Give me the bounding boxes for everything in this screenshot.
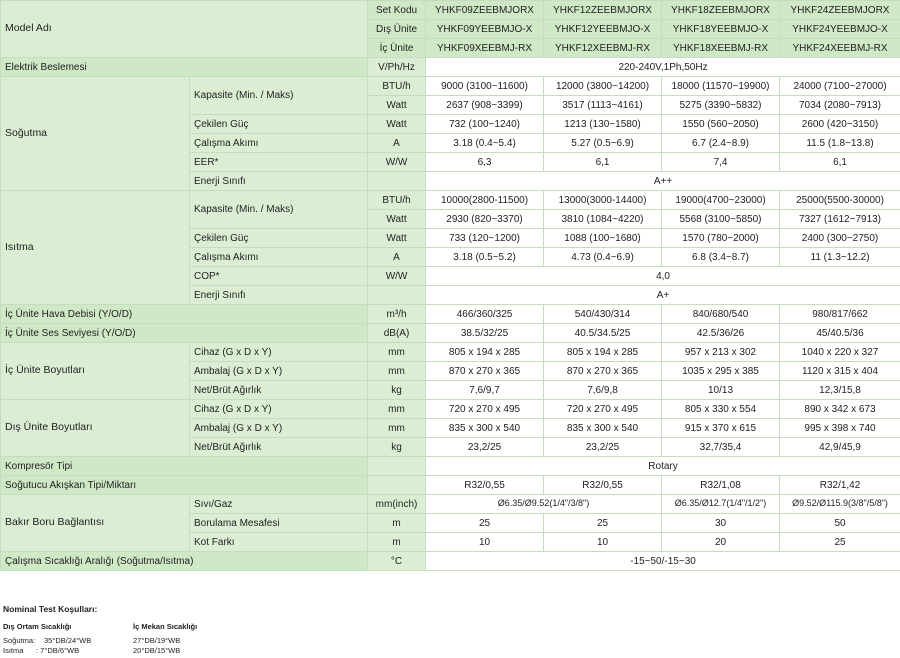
sub-label: Ambalaj (G x D x Y): [190, 362, 368, 381]
value-cell: 957 x 213 x 302: [662, 343, 780, 362]
unit-cell: mm: [368, 362, 426, 381]
unit-cell: m³/h: [368, 305, 426, 324]
value-cell: 1088 (100~1680): [544, 229, 662, 248]
value-cell: 12,3/15,8: [780, 381, 900, 400]
value-cell: 23,2/25: [544, 438, 662, 457]
set-code-cell: YHKF09ZEEBMJORX: [426, 1, 544, 20]
value-cell: 1035 x 295 x 385: [662, 362, 780, 381]
notes-indoor-head: İç Mekan Sıcaklığı: [133, 622, 198, 631]
value-cell: 2600 (420~3150): [780, 115, 900, 134]
sub-label: Kot Farkı: [190, 533, 368, 552]
outdoor-dims-row: [1, 400, 900, 419]
value-cell: 20: [662, 533, 780, 552]
unit-cell: BTU/h: [368, 191, 426, 210]
value-cell: R32/0,55: [544, 476, 662, 495]
value-cell: 18000 (11570~19900): [662, 77, 780, 96]
unit-cell: W/W: [368, 153, 426, 172]
value-cell: 10: [544, 533, 662, 552]
value-cell: 23,2/25: [426, 438, 544, 457]
value-cell: 980/817/662: [780, 305, 900, 324]
value-cell: 7,6/9,8: [544, 381, 662, 400]
unit-cell: [368, 476, 426, 495]
unit-cell: Watt: [368, 210, 426, 229]
notes-cool-label: Soğutma:: [3, 636, 36, 645]
value-cell: 10: [426, 533, 544, 552]
outdoor-unit-label: Dış Ünite: [368, 20, 426, 39]
sub-label: Cihaz (G x D x Y): [190, 400, 368, 419]
notes-heat-label: Isıtma: [3, 646, 24, 655]
noise-label: İç Ünite Ses Seviyesi (Y/O/D): [1, 324, 368, 343]
indoor-unit-cell: YHKF09XEEBMJ-RX: [426, 39, 544, 58]
power-unit: V/Ph/Hz: [368, 58, 426, 77]
value-cell: 6,1: [780, 153, 900, 172]
value-cell: 11.5 (1.8~13.8): [780, 134, 900, 153]
value-cell: 1040 x 220 x 327: [780, 343, 900, 362]
value-cell: 38.5/32/25: [426, 324, 544, 343]
value-cell: 10000(2800-11500): [426, 191, 544, 210]
cooling-label: Soğutma: [1, 77, 190, 191]
unit-cell: kg: [368, 381, 426, 400]
unit-cell: [368, 172, 426, 191]
value-cell: 870 x 270 x 365: [426, 362, 544, 381]
unit-cell: A: [368, 134, 426, 153]
refrigerant-label: Soğutucu Akışkan Tipi/Miktarı: [1, 476, 368, 495]
unit-cell: Watt: [368, 96, 426, 115]
value-cell: 720 x 270 x 495: [544, 400, 662, 419]
value-cell: 5568 (3100~5850): [662, 210, 780, 229]
value-cell: 720 x 270 x 495: [426, 400, 544, 419]
value-cell: 870 x 270 x 365: [544, 362, 662, 381]
indoor-unit-label: İç Ünite: [368, 39, 426, 58]
indoor-dims-label: İç Ünite Boyutları: [1, 343, 190, 400]
unit-cell: mm(inch): [368, 495, 426, 514]
value-cell: 1570 (780~2000): [662, 229, 780, 248]
sub-label: Borulama Mesafesi: [190, 514, 368, 533]
sub-label: Net/Brüt Ağırlık: [190, 438, 368, 457]
unit-cell: m: [368, 533, 426, 552]
value-cell: 835 x 300 x 540: [426, 419, 544, 438]
compressor-row: [1, 457, 900, 476]
piping-label: Bakır Boru Bağlantısı: [1, 495, 190, 552]
value-cell: 9000 (3100~11600): [426, 77, 544, 96]
value-cell: 540/430/314: [544, 305, 662, 324]
noise-row: [1, 324, 900, 343]
temp-range-label: Çalışma Sıcaklığı Aralığı (Soğutma/Isıtma): [1, 552, 368, 571]
unit-cell: m: [368, 514, 426, 533]
value-cell: 42,9/45,9: [780, 438, 900, 457]
value-cell: 805 x 330 x 554: [662, 400, 780, 419]
set-code-row: [1, 1, 900, 20]
heating-capacity-label: Kapasite (Min. / Maks): [190, 191, 368, 229]
value-cell: 835 x 300 x 540: [544, 419, 662, 438]
value-cell: 3.18 (0.4~5.4): [426, 134, 544, 153]
value-cell: 805 x 194 x 285: [426, 343, 544, 362]
set-code-label: Set Kodu: [368, 1, 426, 20]
value-cell: 42.5/36/26: [662, 324, 780, 343]
value-cell: 50: [780, 514, 900, 533]
sub-label: Cihaz (G x D x Y): [190, 343, 368, 362]
value-cell: 32,7/35,4: [662, 438, 780, 457]
value-cell: Ø6.35/Ø9.52(1/4"/3/8"): [426, 495, 662, 514]
set-code-cell: YHKF24ZEEBMJORX: [780, 1, 900, 20]
set-code-cell: YHKF12ZEEBMJORX: [544, 1, 662, 20]
value-cell: 25: [426, 514, 544, 533]
notes-heat-in: 20°DB/15°WB: [133, 646, 181, 655]
value-cell: 13000(3000-14400): [544, 191, 662, 210]
value-cell: 840/680/540: [662, 305, 780, 324]
airflow-label: İç Ünite Hava Debisi (Y/O/D): [1, 305, 368, 324]
value-cell: Ø6.35/Ø12.7(1/4"/1/2"): [662, 495, 780, 514]
energy-class-value: A++: [426, 172, 900, 191]
value-cell: 1120 x 315 x 404: [780, 362, 900, 381]
sub-label: Sıvı/Gaz: [190, 495, 368, 514]
value-cell: 25000(5500-30000): [780, 191, 900, 210]
value-cell: R32/1,42: [780, 476, 900, 495]
notes-outdoor-head: Dış Ortam Sıcaklığı: [3, 622, 72, 631]
value-cell: 3517 (1113~4161): [544, 96, 662, 115]
unit-cell: Watt: [368, 229, 426, 248]
value-cell: R32/1,08: [662, 476, 780, 495]
indoor-unit-cell: YHKF12XEEBMJ-RX: [544, 39, 662, 58]
outdoor-unit-cell: YHKF12YEEBMJO-X: [544, 20, 662, 39]
value-cell: 1550 (560~2050): [662, 115, 780, 134]
unit-cell: [368, 457, 426, 476]
value-cell: 6.7 (2.4~8.9): [662, 134, 780, 153]
unit-cell: mm: [368, 400, 426, 419]
power-label: Elektrik Beslemesi: [1, 58, 368, 77]
value-cell: 3810 (1084~4220): [544, 210, 662, 229]
value-cell: 915 x 370 x 615: [662, 419, 780, 438]
cooling-capacity-btu-row: [1, 77, 900, 96]
outdoor-dims-label: Dış Ünite Boyutları: [1, 400, 190, 457]
value-cell: 466/360/325: [426, 305, 544, 324]
value-cell: 6,1: [544, 153, 662, 172]
sub-label: Enerji Sınıfı: [190, 286, 368, 305]
sub-label: Çalışma Akımı: [190, 248, 368, 267]
value-cell: 24000 (7100~27000): [780, 77, 900, 96]
compressor-value: Rotary: [426, 457, 900, 476]
piping-liquid-row: [1, 495, 900, 514]
value-cell: 6.8 (3.4~8.7): [662, 248, 780, 267]
value-cell: 11 (1.3~12.2): [780, 248, 900, 267]
cooling-capacity-label: Kapasite (Min. / Maks): [190, 77, 368, 115]
notes-heat-out: : 7°DB/6°WB: [36, 646, 80, 655]
value-cell: 40.5/34.5/25: [544, 324, 662, 343]
value-cell: 732 (100~1240): [426, 115, 544, 134]
notes-title: Nominal Test Koşulları:: [3, 604, 98, 614]
cop-value: 4,0: [426, 267, 900, 286]
value-cell: 805 x 194 x 285: [544, 343, 662, 362]
heating-label: Isıtma: [1, 191, 190, 305]
refrigerant-row: [1, 476, 900, 495]
value-cell: 30: [662, 514, 780, 533]
indoor-unit-cell: YHKF24XEEBMJ-RX: [780, 39, 900, 58]
value-cell: 7,6/9,7: [426, 381, 544, 400]
sub-label: Çekilen Güç: [190, 115, 368, 134]
sub-label: Ambalaj (G x D x Y): [190, 419, 368, 438]
sub-label: Çekilen Güç: [190, 229, 368, 248]
unit-cell: Watt: [368, 115, 426, 134]
unit-cell: mm: [368, 419, 426, 438]
notes-cool-out: 35°DB/24°WB: [44, 636, 92, 645]
outdoor-unit-cell: YHKF24YEEBMJO-X: [780, 20, 900, 39]
value-cell: 733 (120~1200): [426, 229, 544, 248]
unit-cell: A: [368, 248, 426, 267]
value-cell: 890 x 342 x 673: [780, 400, 900, 419]
value-cell: 2930 (820~3370): [426, 210, 544, 229]
model-label: Model Adı: [1, 1, 368, 58]
sub-label: EER*: [190, 153, 368, 172]
heating-capacity-btu-row: [1, 191, 900, 210]
value-cell: 2637 (908~3399): [426, 96, 544, 115]
energy-class-value: A+: [426, 286, 900, 305]
temp-range-row: [1, 552, 900, 571]
value-cell: R32/0,55: [426, 476, 544, 495]
outdoor-unit-cell: YHKF09YEEBMJO-X: [426, 20, 544, 39]
power-value: 220-240V,1Ph,50Hz: [426, 58, 900, 77]
power-row: [1, 58, 900, 77]
sub-label: Enerji Sınıfı: [190, 172, 368, 191]
compressor-label: Kompresör Tipi: [1, 457, 368, 476]
value-cell: 7327 (1612~7913): [780, 210, 900, 229]
unit-cell: dB(A): [368, 324, 426, 343]
value-cell: 12000 (3800~14200): [544, 77, 662, 96]
value-cell: 25: [544, 514, 662, 533]
unit-cell: W/W: [368, 267, 426, 286]
unit-cell: [368, 286, 426, 305]
value-cell: 10/13: [662, 381, 780, 400]
notes-cool-in: 27°DB/19°WB: [133, 636, 181, 645]
value-cell: 2400 (300~2750): [780, 229, 900, 248]
value-cell: Ø9.52/Ø115.9(3/8"/5/8"): [780, 495, 900, 514]
sub-label: COP*: [190, 267, 368, 286]
airflow-row: [1, 305, 900, 324]
value-cell: 995 x 398 x 740: [780, 419, 900, 438]
value-cell: 25: [780, 533, 900, 552]
unit-cell: BTU/h: [368, 77, 426, 96]
set-code-cell: YHKF18ZEEBMJORX: [662, 1, 780, 20]
value-cell: 6,3: [426, 153, 544, 172]
value-cell: 7034 (2080~7913): [780, 96, 900, 115]
outdoor-unit-cell: YHKF18YEEBMJO-X: [662, 20, 780, 39]
unit-cell: °C: [368, 552, 426, 571]
value-cell: 3.18 (0.5~5.2): [426, 248, 544, 267]
unit-cell: kg: [368, 438, 426, 457]
value-cell: 45/40.5/36: [780, 324, 900, 343]
sub-label: Çalışma Akımı: [190, 134, 368, 153]
value-cell: 5.27 (0.5~6.9): [544, 134, 662, 153]
indoor-unit-cell: YHKF18XEEBMJ-RX: [662, 39, 780, 58]
value-cell: 1213 (130~1580): [544, 115, 662, 134]
unit-cell: mm: [368, 343, 426, 362]
sub-label: Net/Brüt Ağırlık: [190, 381, 368, 400]
value-cell: 4.73 (0.4~6.9): [544, 248, 662, 267]
value-cell: 5275 (3390~5832): [662, 96, 780, 115]
value-cell: 19000(4700~23000): [662, 191, 780, 210]
value-cell: 7,4: [662, 153, 780, 172]
temp-range-value: -15~50/-15~30: [426, 552, 900, 571]
indoor-dims-row: [1, 343, 900, 362]
